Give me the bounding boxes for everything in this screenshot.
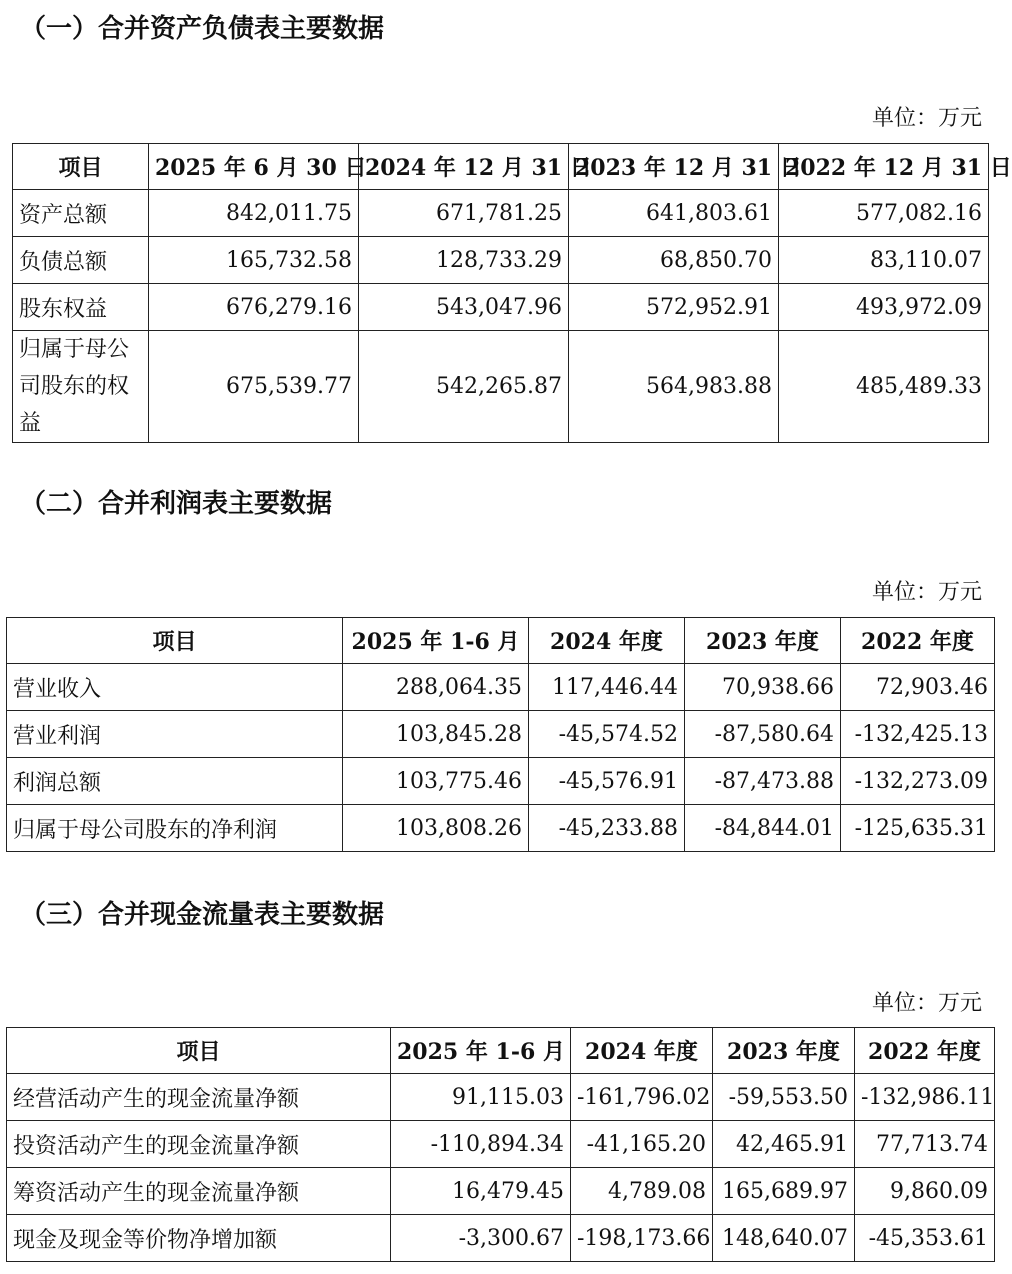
cell-value: -3,300.67: [391, 1215, 571, 1262]
table-row: [13, 190, 989, 237]
row-label: 筹资活动产生的现金流量净额: [7, 1168, 391, 1215]
column-header: 2023 年度: [713, 1028, 855, 1074]
cell-value: -87,580.64: [685, 711, 841, 758]
row-label: 营业利润: [7, 711, 343, 758]
cell-value: 842,011.75: [149, 190, 359, 237]
cell-value: 42,465.91: [713, 1121, 855, 1168]
table-row: [7, 758, 995, 805]
cell-value: 493,972.09: [779, 284, 989, 331]
cell-value: 165,689.97: [713, 1168, 855, 1215]
table-header-row: [7, 1028, 995, 1074]
section-title-balance-sheet: （一）合并资产负债表主要数据: [20, 14, 385, 44]
table-row: [7, 711, 995, 758]
row-label: 经营活动产生的现金流量净额: [7, 1074, 391, 1121]
cell-value: 128,733.29: [359, 237, 569, 284]
cell-value: -87,473.88: [685, 758, 841, 805]
column-header: 2022 年度: [841, 618, 995, 664]
row-label: 资产总额: [13, 190, 149, 237]
cell-value: 72,903.46: [841, 664, 995, 711]
column-header: 2023 年度: [685, 618, 841, 664]
cell-value: 577,082.16: [779, 190, 989, 237]
cell-value: -125,635.31: [841, 805, 995, 852]
column-header: 2023 年 12 月 31 日: [569, 144, 779, 190]
cell-value: -59,553.50: [713, 1074, 855, 1121]
row-label: 负债总额: [13, 237, 149, 284]
cell-value: -45,574.52: [529, 711, 685, 758]
balance-sheet-table: [12, 143, 1012, 443]
column-header: 2024 年度: [529, 618, 685, 664]
cell-value: 288,064.35: [343, 664, 529, 711]
row-label: 现金及现金等价物净增加额: [7, 1215, 391, 1262]
cell-value: 165,732.58: [149, 237, 359, 284]
unit-label-cash-flow: 单位：万元: [871, 991, 982, 1016]
table-row: [13, 284, 989, 331]
cell-value: 543,047.96: [359, 284, 569, 331]
row-label: 营业收入: [7, 664, 343, 711]
row-label: 股东权益: [13, 284, 149, 331]
cell-value: 77,713.74: [855, 1121, 995, 1168]
row-label: 归属于母公司股东的净利润: [7, 805, 343, 852]
cell-value: -45,353.61: [855, 1215, 995, 1262]
cash-flow-table: [6, 1027, 995, 1262]
column-header: 2024 年度: [571, 1028, 713, 1074]
table-row: [7, 664, 995, 711]
section-title-income-statement: （二）合并利润表主要数据: [20, 489, 333, 519]
cell-value: -132,425.13: [841, 711, 995, 758]
cell-value: -161,796.02: [571, 1074, 713, 1121]
row-label: 归属于母公司股东的权益: [13, 331, 149, 443]
table-row: [7, 1121, 995, 1168]
column-header: 2025 年 1-6 月: [343, 618, 529, 664]
cell-value: 83,110.07: [779, 237, 989, 284]
table-header-row: [7, 618, 995, 664]
cell-value: 676,279.16: [149, 284, 359, 331]
column-header: 2022 年 12 月 31 日: [779, 144, 989, 190]
cell-value: 9,860.09: [855, 1168, 995, 1215]
cell-value: 103,808.26: [343, 805, 529, 852]
cell-value: 564,983.88: [569, 331, 779, 443]
cell-value: 103,775.46: [343, 758, 529, 805]
cell-value: 671,781.25: [359, 190, 569, 237]
cell-value: 675,539.77: [149, 331, 359, 443]
cell-value: -132,986.11: [855, 1074, 995, 1121]
row-label: 利润总额: [7, 758, 343, 805]
cell-value: 542,265.87: [359, 331, 569, 443]
cell-value: -41,165.20: [571, 1121, 713, 1168]
cell-value: 16,479.45: [391, 1168, 571, 1215]
column-header: 2024 年 12 月 31 日: [359, 144, 569, 190]
income-statement-table: [6, 617, 995, 852]
table-row: [7, 1074, 995, 1121]
cell-value: 572,952.91: [569, 284, 779, 331]
column-header: 2022 年度: [855, 1028, 995, 1074]
row-label: 投资活动产生的现金流量净额: [7, 1121, 391, 1168]
cell-value: -84,844.01: [685, 805, 841, 852]
column-header: 项目: [13, 144, 149, 190]
cell-value: 485,489.33: [779, 331, 989, 443]
table-row: [7, 805, 995, 852]
column-header: 2025 年 1-6 月: [391, 1028, 571, 1074]
cell-value: -132,273.09: [841, 758, 995, 805]
table-row: [7, 1215, 995, 1262]
cell-value: 68,850.70: [569, 237, 779, 284]
cell-value: 641,803.61: [569, 190, 779, 237]
table-row: [13, 331, 989, 443]
unit-label-balance-sheet: 单位：万元: [871, 106, 982, 131]
table-header-row: [13, 144, 989, 190]
column-header: 2025 年 6 月 30 日: [149, 144, 359, 190]
cell-value: 148,640.07: [713, 1215, 855, 1262]
table-row: [13, 237, 989, 284]
cell-value: -198,173.66: [571, 1215, 713, 1262]
cell-value: 103,845.28: [343, 711, 529, 758]
cell-value: 4,789.08: [571, 1168, 713, 1215]
cell-value: 117,446.44: [529, 664, 685, 711]
column-header: 项目: [7, 618, 343, 664]
cell-value: -45,233.88: [529, 805, 685, 852]
cell-value: -45,576.91: [529, 758, 685, 805]
unit-label-income-statement: 单位：万元: [871, 580, 982, 605]
cell-value: 91,115.03: [391, 1074, 571, 1121]
table-row: [7, 1168, 995, 1215]
cell-value: -110,894.34: [391, 1121, 571, 1168]
section-title-cash-flow: （三）合并现金流量表主要数据: [20, 900, 385, 930]
column-header: 项目: [7, 1028, 391, 1074]
cell-value: 70,938.66: [685, 664, 841, 711]
